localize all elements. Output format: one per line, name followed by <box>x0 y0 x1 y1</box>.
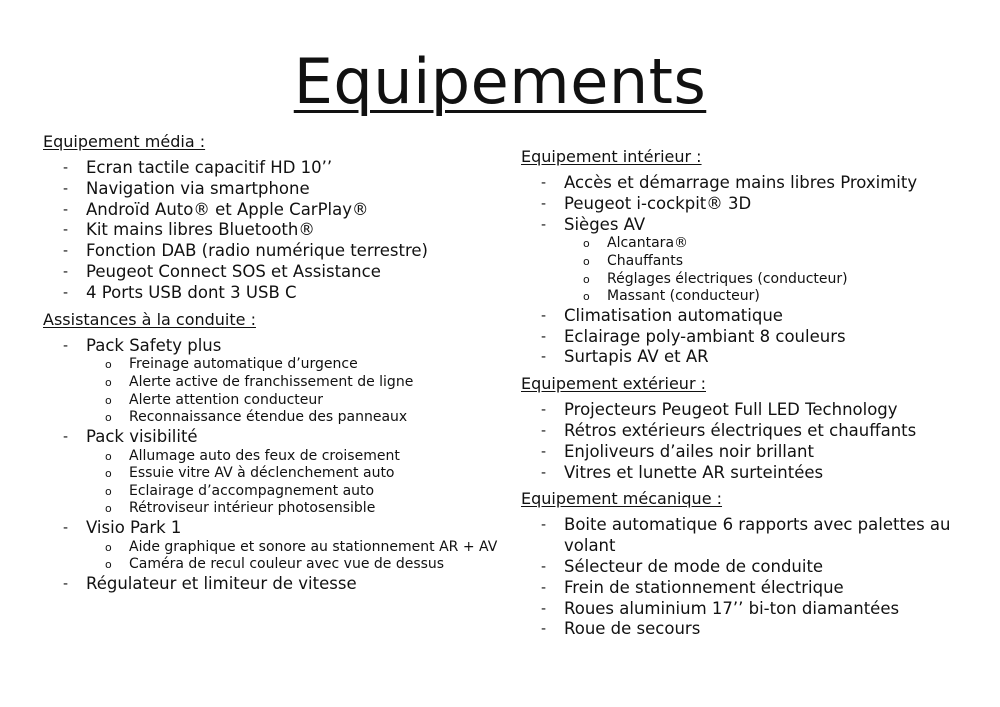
circle-bullet-icon: o <box>105 411 112 425</box>
list-item-text: Fonction DAB (radio numérique terrestre) <box>86 241 428 261</box>
list-item-text: Projecteurs Peugeot Full LED Technology <box>564 400 898 420</box>
list-item <box>43 220 503 241</box>
list-item-text: Peugeot i-cockpit® 3D <box>564 193 752 213</box>
dash-bullet-icon: - <box>541 621 547 638</box>
list-item <box>521 215 981 306</box>
circle-bullet-icon: o <box>105 502 112 516</box>
sub-list-item <box>521 235 981 253</box>
section-list <box>521 400 981 483</box>
list-item <box>521 557 981 578</box>
list-item-text: Vitres et lunette AR surteintées <box>564 462 824 482</box>
list-item <box>521 327 981 348</box>
section-heading-assistances-a-la-conduite: Assistances à la conduite : <box>43 309 256 329</box>
list-item <box>521 194 981 215</box>
list-item-text: Pack Safety plus <box>86 335 222 355</box>
dash-bullet-icon: - <box>541 175 547 191</box>
sub-list-item-text: Aide graphique et sonore au stationnement AR + AV <box>129 538 498 555</box>
section-list <box>43 336 503 595</box>
list-item-text: Frein de stationnement électrique <box>564 577 844 597</box>
list-item-text: Rétros extérieurs électriques et chauffants <box>564 420 917 440</box>
list-item <box>43 283 503 304</box>
circle-bullet-icon: o <box>105 558 112 572</box>
list-item <box>521 306 981 327</box>
dash-bullet-icon: - <box>541 195 547 212</box>
dash-bullet-icon: - <box>63 519 69 536</box>
list-item-text: Sélecteur de mode de conduite <box>564 556 824 576</box>
list-item-text: Sièges AV <box>564 214 646 234</box>
list-item <box>43 336 503 427</box>
list-item <box>521 421 981 442</box>
dash-bullet-icon: - <box>541 328 547 345</box>
sub-list-item-text: Rétroviseur intérieur photosensible <box>129 500 376 517</box>
list-item <box>43 179 503 200</box>
circle-bullet-icon: o <box>105 467 112 481</box>
dash-bullet-icon: - <box>63 337 69 354</box>
circle-bullet-icon: o <box>105 484 112 498</box>
list-item-text: Eclairage poly-ambiant 8 couleurs <box>564 326 846 346</box>
sub-list-item-text: Eclairage d’accompagnement auto <box>129 482 375 499</box>
sub-list <box>86 356 503 426</box>
sub-list-item <box>43 448 503 466</box>
circle-bullet-icon: o <box>105 358 112 372</box>
circle-bullet-icon: o <box>583 237 590 251</box>
list-item <box>521 463 981 484</box>
list-item-text: Boite automatique 6 rapports avec palettes au volant <box>564 515 951 556</box>
list-item <box>521 578 981 599</box>
sub-list-item <box>43 356 503 374</box>
sub-list-item-text: Massant (conducteur) <box>607 288 760 305</box>
list-item-text: Androïd Auto® et Apple CarPlay® <box>86 199 369 219</box>
sub-list-item <box>43 374 503 392</box>
dash-bullet-icon: - <box>541 443 547 460</box>
dash-bullet-icon: - <box>541 422 547 439</box>
dash-bullet-icon: - <box>63 180 69 197</box>
sub-list-item-text: Chauffants <box>607 252 683 269</box>
dash-bullet-icon: - <box>541 517 547 534</box>
list-item <box>521 515 981 557</box>
section-heading-equipement-mecanique: Equipement mécanique : <box>521 489 723 509</box>
sub-list-item <box>43 409 503 427</box>
list-item <box>43 518 503 574</box>
dash-bullet-icon: - <box>541 402 547 419</box>
list-item <box>43 158 503 179</box>
section-heading-equipement-exterieur: Equipement extérieur : <box>521 374 706 394</box>
dash-bullet-icon: - <box>63 428 69 445</box>
dash-bullet-icon: - <box>541 558 547 575</box>
circle-bullet-icon: o <box>583 254 590 268</box>
circle-bullet-icon: o <box>105 540 112 554</box>
sub-list-item <box>43 483 503 501</box>
sub-list-item <box>43 392 503 410</box>
sub-list-item-text: Réglages électriques (conducteur) <box>607 270 848 287</box>
list-item <box>521 619 981 640</box>
sub-list-item <box>521 271 981 289</box>
dash-bullet-icon: - <box>541 307 547 324</box>
sub-list-item <box>521 288 981 306</box>
list-item-text: Surtapis AV et AR <box>564 347 709 367</box>
list-item-text: Régulateur et limiteur de vitesse <box>86 573 357 593</box>
dash-bullet-icon: - <box>541 349 547 366</box>
right-column <box>521 147 981 646</box>
list-item <box>43 427 503 518</box>
sub-list-item <box>43 465 503 483</box>
list-item-text: Enjoliveurs d’ailes noir brillant <box>564 441 814 461</box>
list-item <box>43 262 503 283</box>
dash-bullet-icon: - <box>541 579 547 596</box>
list-item-text: Peugeot Connect SOS et Assistance <box>86 261 381 281</box>
sub-list-item <box>43 539 503 557</box>
list-item-text: Roues aluminium 17’’ bi-ton diamantées <box>564 598 900 618</box>
circle-bullet-icon: o <box>105 393 112 407</box>
sub-list-item <box>43 500 503 518</box>
sub-list-item <box>521 253 981 271</box>
list-item <box>521 173 981 194</box>
list-item-text: Navigation via smartphone <box>86 178 310 198</box>
sub-list <box>564 235 981 305</box>
section-list <box>521 515 981 640</box>
sub-list-item-text: Allumage auto des feux de croisement <box>129 447 400 464</box>
dash-bullet-icon: - <box>63 222 69 239</box>
sub-list-item-text: Reconnaissance étendue des panneaux <box>129 409 408 426</box>
list-item-text: Pack visibilité <box>86 426 198 446</box>
list-item-text: Roue de secours <box>564 619 701 639</box>
left-column <box>43 132 503 601</box>
dash-bullet-icon: - <box>63 263 69 280</box>
sub-list-item-text: Alerte active de franchissement de ligne <box>129 373 414 390</box>
list-item-text: Climatisation automatique <box>564 305 783 325</box>
list-item-text: 4 Ports USB dont 3 USB C <box>86 282 297 302</box>
dash-bullet-icon: - <box>541 464 547 481</box>
dash-bullet-icon: - <box>63 160 69 176</box>
sub-list-item-text: Essuie vitre AV à déclenchement auto <box>129 465 395 482</box>
list-item-text: Visio Park 1 <box>86 517 182 537</box>
list-item <box>43 574 503 595</box>
dash-bullet-icon: - <box>63 201 69 218</box>
sub-list-item-text: Alcantara® <box>607 235 689 252</box>
page-title: Equipements <box>293 45 707 118</box>
sub-list-item-text: Alerte attention conducteur <box>129 391 324 408</box>
circle-bullet-icon: o <box>105 375 112 389</box>
list-item-text: Accès et démarrage mains libres Proximity <box>564 173 918 192</box>
dash-bullet-icon: - <box>541 216 547 233</box>
circle-bullet-icon: o <box>583 272 590 286</box>
circle-bullet-icon: o <box>583 290 590 304</box>
list-item <box>521 442 981 463</box>
section-heading-equipement-media: Equipement média : <box>43 132 206 151</box>
dash-bullet-icon: - <box>63 243 69 260</box>
section-list <box>43 158 503 304</box>
sub-list-item <box>43 556 503 574</box>
dash-bullet-icon: - <box>541 600 547 617</box>
list-item-text: Ecran tactile capacitif HD 10’’ <box>86 158 333 177</box>
list-item <box>521 599 981 620</box>
list-item <box>43 200 503 221</box>
circle-bullet-icon: o <box>105 449 112 463</box>
list-item <box>521 347 981 368</box>
section-list <box>521 173 981 368</box>
sub-list-item-text: Freinage automatique d’urgence <box>129 356 358 373</box>
sub-list <box>86 539 503 574</box>
dash-bullet-icon: - <box>63 575 69 592</box>
section-heading-equipement-interieur: Equipement intérieur : <box>521 147 702 166</box>
sub-list <box>86 448 503 518</box>
list-item <box>43 241 503 262</box>
dash-bullet-icon: - <box>63 284 69 301</box>
list-item-text: Kit mains libres Bluetooth® <box>86 220 315 240</box>
sub-list-item-text: Caméra de recul couleur avec vue de dessus <box>129 556 445 573</box>
list-item <box>521 400 981 421</box>
